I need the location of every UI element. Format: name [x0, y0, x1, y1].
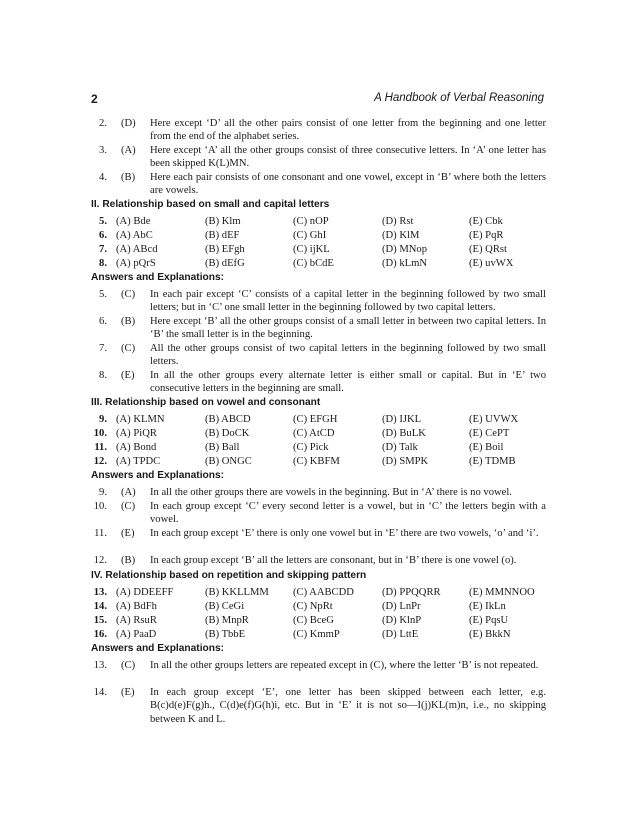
- option-a: (A) KLMN: [116, 414, 165, 425]
- option-a: (A) PaaD: [116, 629, 157, 640]
- explanation-number: 9.: [99, 487, 107, 498]
- option-b: (B) ABCD: [205, 414, 251, 425]
- explanation-answer: (E): [121, 370, 135, 381]
- question-number: 15.: [93, 615, 107, 626]
- option-c: (C) BceG: [293, 615, 334, 626]
- question-row: [91, 215, 546, 228]
- option-d: (D) Talk: [382, 442, 418, 453]
- option-d: (D) KlM: [382, 230, 420, 241]
- explanation-number: 3.: [99, 145, 107, 156]
- running-header: [91, 92, 544, 110]
- explanation-number: 6.: [99, 316, 107, 327]
- option-c: (C) EFGH: [293, 414, 338, 425]
- answers-heading: Answers and Explanations:: [91, 272, 225, 283]
- option-b: (B) ONGC: [205, 456, 252, 467]
- option-b: (B) dEF: [205, 230, 240, 241]
- explanation-answer: (C): [121, 501, 136, 512]
- option-d: (D) LttE: [382, 629, 419, 640]
- option-e: (E) PqR: [469, 230, 504, 241]
- explanation-number: 5.: [99, 289, 107, 300]
- option-c: (C) GhI: [293, 230, 327, 241]
- option-b: (B) Klm: [205, 216, 241, 227]
- question-row: [91, 586, 546, 599]
- question-number: 10.: [93, 428, 107, 439]
- option-e: (E) BkkN: [469, 629, 511, 640]
- question-row: [91, 614, 546, 627]
- page-number: 2: [91, 92, 98, 106]
- explanation-number: 12.: [93, 555, 107, 566]
- question-number: 14.: [93, 601, 107, 612]
- answers-heading: Answers and Explanations:: [91, 643, 225, 654]
- option-a: (A) ABcd: [116, 244, 158, 255]
- question-row: [91, 600, 546, 613]
- option-a: (A) TPDC: [116, 456, 161, 467]
- option-a: (A) DDEEFF: [116, 587, 174, 598]
- explanation-answer: (C): [121, 289, 136, 300]
- question-number: 7.: [99, 244, 107, 255]
- explanation-answer: (C): [121, 660, 136, 671]
- option-a: (A) Bond: [116, 442, 157, 453]
- book-title: A Handbook of Verbal Reasoning: [374, 92, 544, 104]
- option-b: (B) KKLLMM: [205, 587, 269, 598]
- option-c: (C) bCdE: [293, 258, 334, 269]
- explanation-number: 7.: [99, 343, 107, 354]
- question-row: [91, 628, 546, 641]
- explanation-text: In each group except ‘B’ all the letters are consonant, but in ‘B’ there is one vowel (o).: [150, 555, 517, 566]
- question-number: 12.: [93, 456, 107, 467]
- explanation-number: 4.: [99, 172, 107, 183]
- explanation-text: Here except ‘B’ all the other groups consist of a small letter in between two capital letters. In ‘B’ the small letter is in the beginning.: [150, 316, 546, 341]
- option-e: (E) UVWX: [469, 414, 519, 425]
- explanation-text: In all the other groups there are vowels in the beginning. But in ‘A’ there is no vowel.: [150, 487, 512, 498]
- option-d: (D) Rst: [382, 216, 414, 227]
- question-number: 11.: [94, 442, 107, 453]
- explanation-text: All the other groups consist of two capital letters in the beginning followed by two small letters.: [150, 343, 546, 368]
- option-e: (E) Boil: [469, 442, 504, 453]
- question-number: 8.: [99, 258, 107, 269]
- explanation-text: In all the other groups every alternate letter is either small or capital. But in ‘E’ two consecutive letters in the beginning are small.: [150, 370, 546, 395]
- question-row: [91, 413, 546, 426]
- question-number: 5.: [99, 216, 107, 227]
- option-b: (B) MnpR: [205, 615, 249, 626]
- option-d: (D) PPQQRR: [382, 587, 441, 598]
- explanation-number: 10.: [93, 501, 107, 512]
- explanation-answer: (E): [121, 687, 135, 698]
- option-a: (A) Bde: [116, 216, 151, 227]
- option-b: (B) dEfG: [205, 258, 245, 269]
- explanation-answer: (E): [121, 528, 135, 539]
- option-c: (C) AtCD: [293, 428, 335, 439]
- explanation-text: In each group except ‘C’ every second letter is a vowel, but in ‘C’ the letters begin with a vowel.: [150, 501, 546, 526]
- explanation-answer: (B): [121, 555, 136, 566]
- explanation-text: Here except ‘A’ all the other groups consist of three consecutive letters. In ‘A’ one letter has been skipped K(L)MN.: [150, 145, 546, 170]
- option-a: (A) AbC: [116, 230, 153, 241]
- option-e: (E) Cbk: [469, 216, 503, 227]
- question-number: 16.: [93, 629, 107, 640]
- option-b: (B) Ball: [205, 442, 240, 453]
- option-c: (C) KBFM: [293, 456, 340, 467]
- explanation-text: In all the other groups letters are repeated except in (C), where the letter ‘B’ is not repeated.: [150, 660, 539, 671]
- question-number: 13.: [93, 587, 107, 598]
- explanation-number: 11.: [94, 528, 107, 539]
- explanation-answer: (D): [121, 118, 136, 129]
- question-row: [91, 441, 546, 454]
- explanation-number: 2.: [99, 118, 107, 129]
- option-c: (C) KmmP: [293, 629, 340, 640]
- option-e: (E) QRst: [469, 244, 507, 255]
- option-e: (E) PqsU: [469, 615, 509, 626]
- option-d: (D) MNop: [382, 244, 428, 255]
- option-b: (B) DoCK: [205, 428, 250, 439]
- option-d: (D) BuLK: [382, 428, 426, 439]
- option-b: (B) EFgh: [205, 244, 245, 255]
- section-heading: IV. Relationship based on repetition and skipping pattern: [91, 570, 367, 581]
- option-a: (A) pQrS: [116, 258, 156, 269]
- option-e: (E) MMNNOO: [469, 587, 535, 598]
- option-a: (A) PiQR: [116, 428, 157, 439]
- section-heading: III. Relationship based on vowel and consonant: [91, 397, 321, 408]
- option-d: (D) KlnP: [382, 615, 422, 626]
- option-b: (B) TbbE: [205, 629, 246, 640]
- option-e: (E) uvWX: [469, 258, 514, 269]
- option-c: (C) NpRt: [293, 601, 333, 612]
- explanation-text: In each pair except ‘C’ consists of a capital letter in the beginning followed by two small letters; but in ‘C’ one small letter in the beginning followed by two capital letters.: [150, 289, 546, 314]
- section-heading: II. Relationship based on small and capital letters: [91, 199, 330, 210]
- option-c: (C) ijKL: [293, 244, 330, 255]
- option-d: (D) SMPK: [382, 456, 429, 467]
- question-number: 9.: [99, 414, 107, 425]
- explanation-text: Here each pair consists of one consonant and one vowel, except in ‘B’ where both the letters are vowels.: [150, 172, 546, 197]
- option-a: (A) BdFh: [116, 601, 157, 612]
- explanation-text: Here except ‘D’ all the other pairs consist of one letter from the beginning and one letter from the end of the alphabet series.: [150, 118, 546, 143]
- option-c: (C) Pick: [293, 442, 329, 453]
- explanation-answer: (A): [121, 487, 136, 498]
- question-row: [91, 427, 546, 440]
- explanation-text: In each group except ‘E’ there is only one vowel but in ‘E’ there are two vowels, ‘o’ and ‘i’.: [150, 528, 539, 539]
- explanation-number: 14.: [93, 687, 107, 698]
- explanation-answer: (A): [121, 145, 136, 156]
- explanation-answer: (B): [121, 316, 136, 327]
- option-d: (D) kLmN: [382, 258, 428, 269]
- option-e: (E) CePT: [469, 428, 510, 439]
- explanation-text: In each group except ‘E’, one letter has been skipped between each letter, e.g. B(c)d(e)F(g)h., C(d)e(f)G(h)i, etc. But in ‘E’ it is not so—I(j)KL(m)n, i.e., no skipping between K and L.: [150, 687, 546, 725]
- option-a: (A) RsuR: [116, 615, 157, 626]
- question-row: [91, 257, 546, 270]
- option-c: (C) AABCDD: [293, 587, 354, 598]
- explanation-answer: (B): [121, 172, 136, 183]
- option-c: (C) nOP: [293, 216, 329, 227]
- question-row: [91, 229, 546, 242]
- explanation-number: 13.: [93, 660, 107, 671]
- option-e: (E) IkLn: [469, 601, 506, 612]
- option-b: (B) CeGi: [205, 601, 245, 612]
- explanation-number: 8.: [99, 370, 107, 381]
- question-row: [91, 243, 546, 256]
- question-number: 6.: [99, 230, 107, 241]
- option-d: (D) IJKL: [382, 414, 422, 425]
- option-d: (D) LnPr: [382, 601, 421, 612]
- answers-heading: Answers and Explanations:: [91, 470, 225, 481]
- option-e: (E) TDMB: [469, 456, 516, 467]
- explanation-answer: (C): [121, 343, 136, 354]
- question-row: [91, 455, 546, 468]
